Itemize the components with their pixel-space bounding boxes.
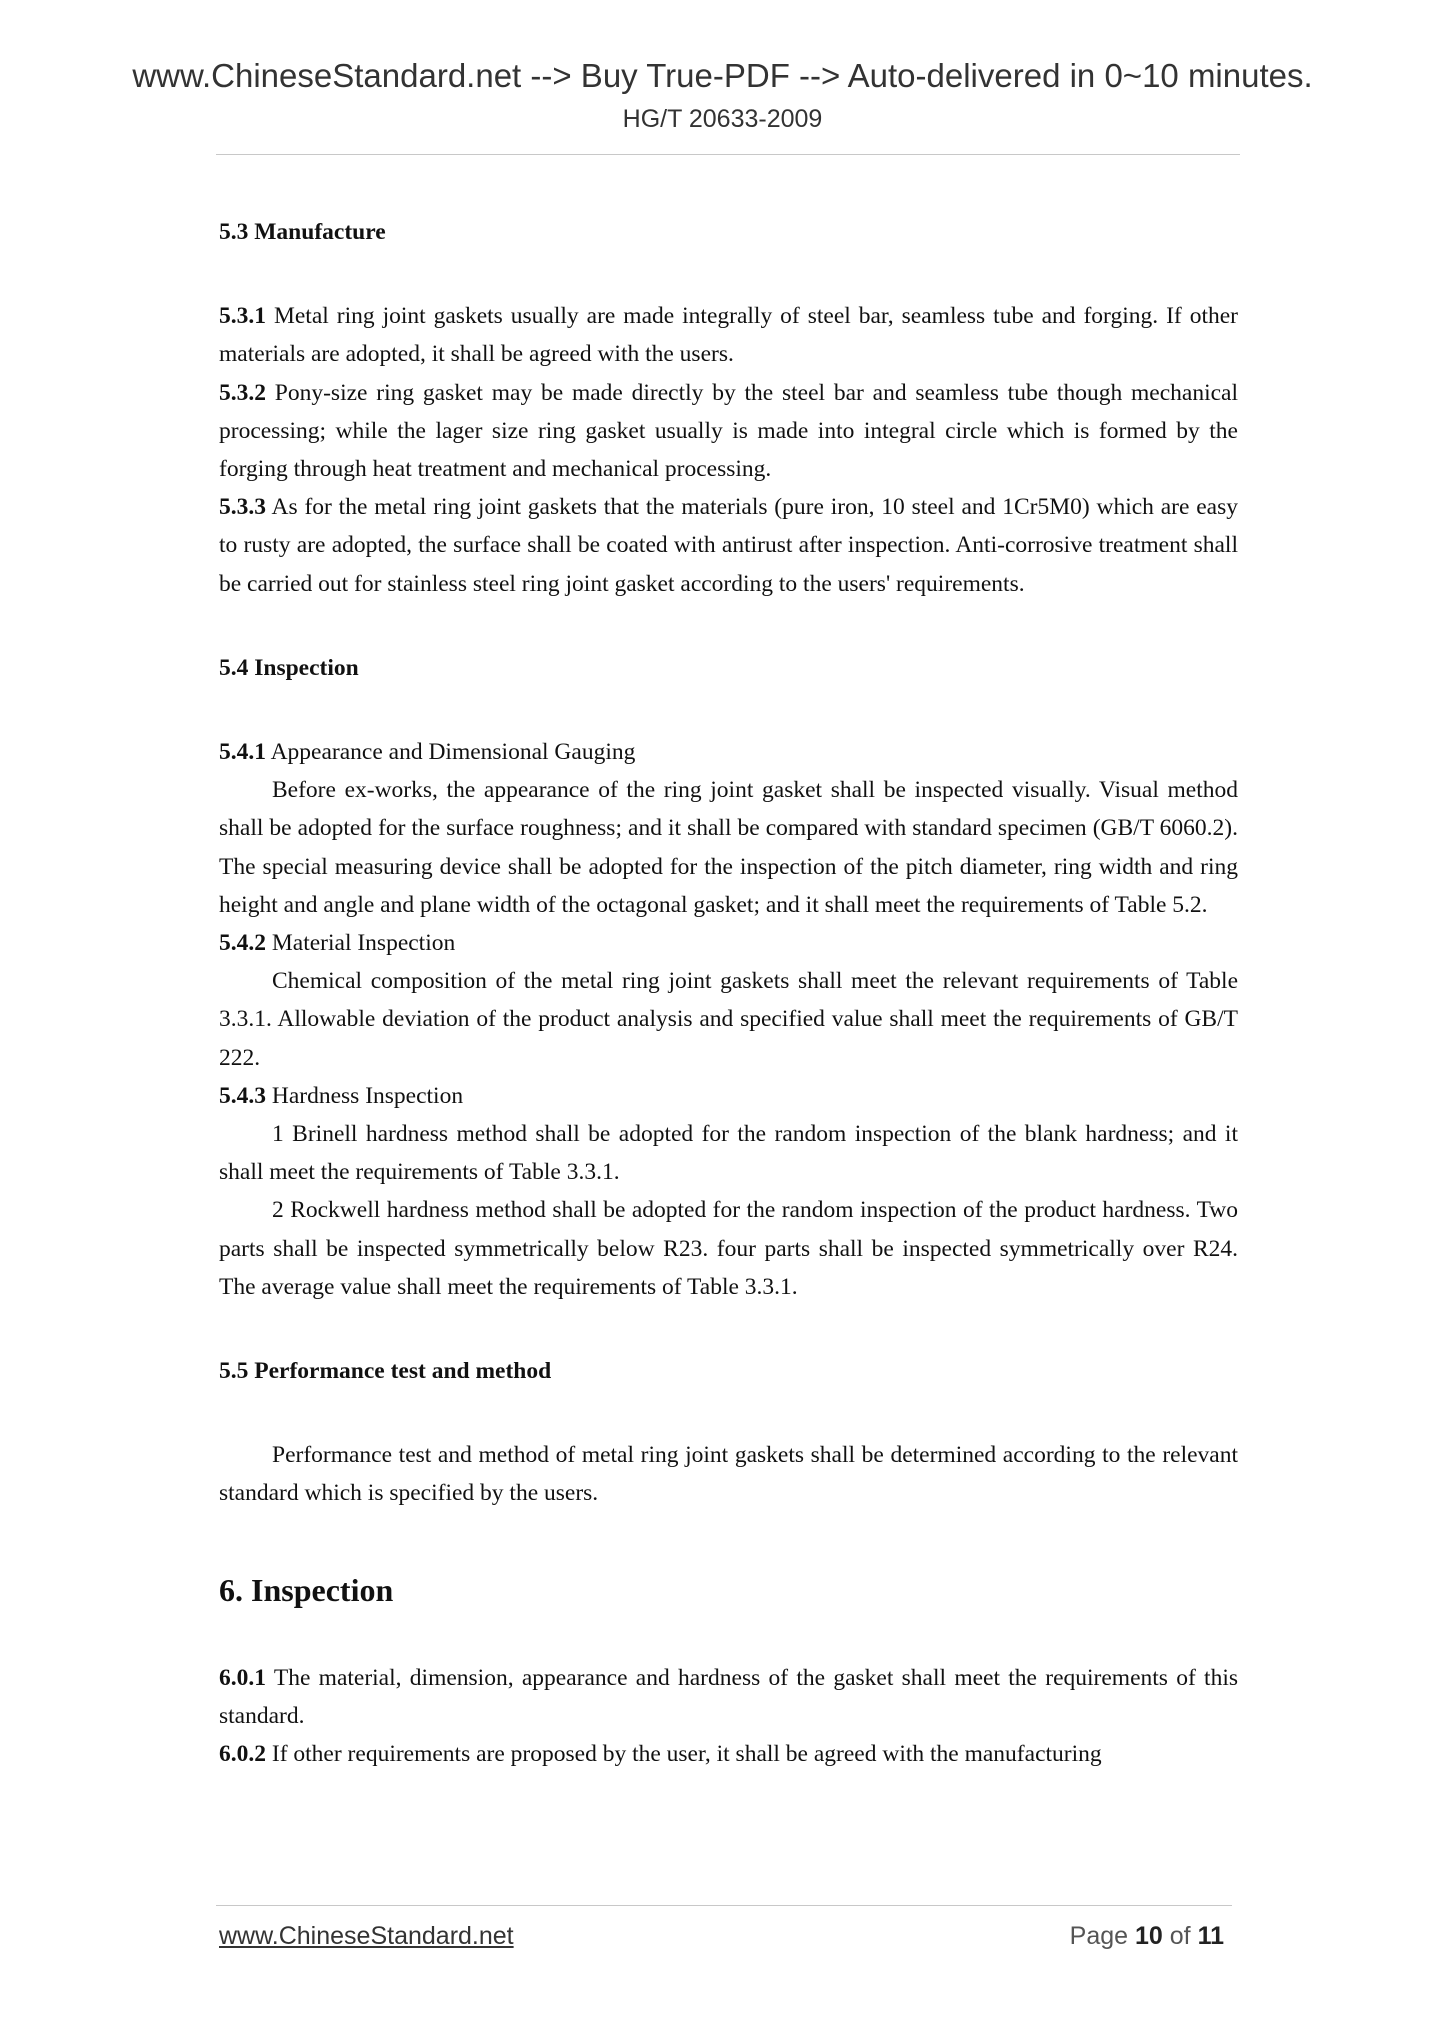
heading-5-4-2: [219, 924, 1238, 962]
clause-text: As for the metal ring joint gaskets that the materials (pure iron, 10 steel and 1Cr5M0) which are easy to rusty are adopted, the surface shall be coated with antirust after inspection. Anti-corrosive treatment shall be carried out for stainless steel ring joint gasket according to the users' requirements.: [219, 494, 1238, 597]
section-title-5-5: 5.5 Performance test and method: [219, 1358, 552, 1385]
clause-text: If other requirements are proposed by the user, it shall be agreed with the manufacturing: [266, 1741, 1102, 1768]
clause-number: 5.4.3: [219, 1082, 266, 1109]
clause-number: 5.4.1: [219, 739, 266, 766]
spacer: [219, 687, 1238, 733]
paragraph-5-4-2: Chemical composition of the metal ring joint gaskets shall meet the relevant requirements of Table 3.3.1. Allowable deviation of the product analysis and specified value shall meet the requirements of GB/T 222.: [219, 968, 1238, 1071]
chapter-title-6: 6. Inspection: [219, 1571, 394, 1608]
paragraph-5-3-2: [219, 374, 1238, 489]
header-divider: [216, 154, 1240, 155]
spacer: [219, 1513, 1238, 1567]
spacer: [219, 251, 1238, 297]
clause-number: 5.3.3: [219, 494, 266, 521]
page-total: 11: [1197, 1922, 1224, 1950]
standard-code: HG/T 20633-2009: [622, 105, 823, 133]
paragraph-5-4-3-item-1: 1 Brinell hardness method shall be adopted for the random inspection of the blank hardness; and it shall meet the requirements of Table 3.3.1.: [219, 1121, 1238, 1186]
page-current: 10: [1135, 1922, 1163, 1950]
footer-website-link[interactable]: www.ChineseStandard.net: [219, 1922, 514, 1950]
clause-number: 5.3.1: [219, 303, 266, 330]
spacer: [219, 603, 1238, 649]
section-title-5-4: 5.4 Inspection: [219, 654, 359, 681]
section-title-5-3: 5.3 Manufacture: [219, 219, 386, 245]
clause-number: 6.0.1: [219, 1664, 266, 1691]
page-indicator: [1070, 1921, 1224, 1951]
header-banner[interactable]: www.ChineseStandard.net --> Buy True-PDF --> Auto-delivered in 0~10 minutes.: [132, 57, 1313, 94]
clause-heading: Hardness Inspection: [266, 1082, 464, 1109]
clause-text: Pony-size ring gasket may be made directly by the steel bar and seamless tube though mechanical processing; while the lager size ring gasket usually is made into integral circle which is formed by the forging through heat treatment and mechanical processing.: [219, 379, 1238, 483]
paragraph-6-0-1: [219, 1659, 1238, 1735]
clause-text: The material, dimension, appearance and hardness of the gasket shall meet the requirements of this standard.: [219, 1664, 1238, 1729]
clause-number: 6.0.2: [219, 1741, 266, 1768]
document-body: [219, 213, 1238, 1773]
page-of: of: [1162, 1922, 1198, 1950]
clause-heading: Appearance and Dimensional Gauging: [266, 739, 636, 766]
heading-5-4-3: [219, 1077, 1238, 1115]
paragraph-5-3-3: [219, 488, 1238, 603]
page-label: Page: [1069, 1922, 1135, 1950]
clause-number: 5.4.2: [219, 930, 266, 957]
paragraph-5-4-3-item-2: 2 Rockwell hardness method shall be adopted for the random inspection of the product hardness. Two parts shall be inspected symmetrically below R23. four parts shall be inspected symmetrically over R24. The average value shall meet the requirements of Table 3.3.1.: [219, 1197, 1238, 1300]
spacer: [219, 1390, 1238, 1436]
clause-number: 5.3.2: [219, 379, 266, 406]
clause-heading: Material Inspection: [266, 930, 456, 957]
footer-divider: [216, 1905, 1232, 1906]
paragraph-5-4-1: Before ex-works, the appearance of the ring joint gasket shall be inspected visually. Visual method shall be adopted for the surface roughness; and it shall be compared with standard specimen (GB/T 6060.2). The special measuring device shall be adopted for the inspection of the pitch diameter, ring width and ring height and angle and plane width of the octagonal gasket; and it shall meet the requirements of Table 5.2.: [219, 777, 1238, 918]
clause-text: Metal ring joint gaskets usually are made integrally of steel bar, seamless tube and forging. If other materials are adopted, it shall be agreed with the users.: [219, 303, 1238, 368]
spacer: [219, 1613, 1238, 1659]
spacer: [219, 1306, 1238, 1352]
paragraph-6-0-2: [219, 1735, 1238, 1773]
paragraph-5-5: Performance test and method of metal ring joint gaskets shall be determined according to the relevant standard which is specified by the users.: [219, 1442, 1238, 1507]
paragraph-5-3-1: [219, 297, 1238, 373]
heading-5-4-1: [219, 733, 1238, 771]
